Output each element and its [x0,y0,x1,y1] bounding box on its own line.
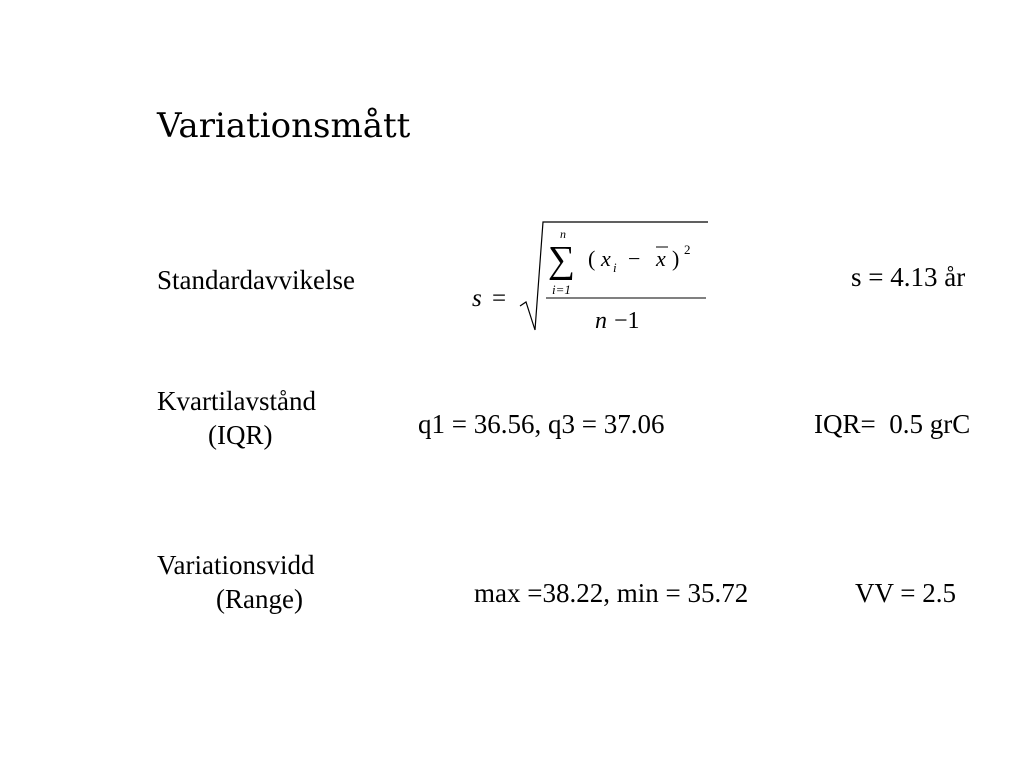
denominator-n: n [595,308,607,334]
row-label-line1: Variationsvidd [157,550,315,580]
max-min-values: max =38.22, min = 35.72 [474,578,749,608]
denominator-minus-one: −1 [614,308,640,334]
row-label-line1: Kvartilavstånd [157,386,316,416]
numerator-minus: − [628,246,641,271]
row-label-range [157,548,314,616]
numerator-x-bar: x [656,246,666,271]
iqr-result: IQR= 0.5 grC [814,409,971,439]
row-label-standard-deviation [157,263,355,297]
formula-lhs: s [472,285,482,312]
formula-equals: = [492,285,507,312]
standard-deviation-formula [468,214,718,342]
numerator-exponent: 2 [684,242,691,257]
row-label-line1: Standardavvikelse [157,265,355,295]
sum-lower-limit: i=1 [552,282,571,297]
sum-upper-limit: n [560,227,566,241]
formula-svg [468,214,718,342]
numerator-open-paren: ( [588,246,596,271]
sum-symbol: ∑ [548,239,576,281]
numerator-x-i: x [601,246,611,271]
numerator-subscript-i: i [613,260,617,275]
slide-title: Variationsmått [157,106,411,146]
range-result: VV = 2.5 [855,578,956,608]
row-label-iqr [157,384,316,452]
standard-deviation-result: s = 4.13 år [851,262,966,292]
row-label-line2: (Range) [216,584,303,614]
quartile-values: q1 = 36.56, q3 = 37.06 [418,409,665,439]
numerator-close-paren: ) [672,246,680,271]
row-label-line2: (IQR) [208,420,273,450]
